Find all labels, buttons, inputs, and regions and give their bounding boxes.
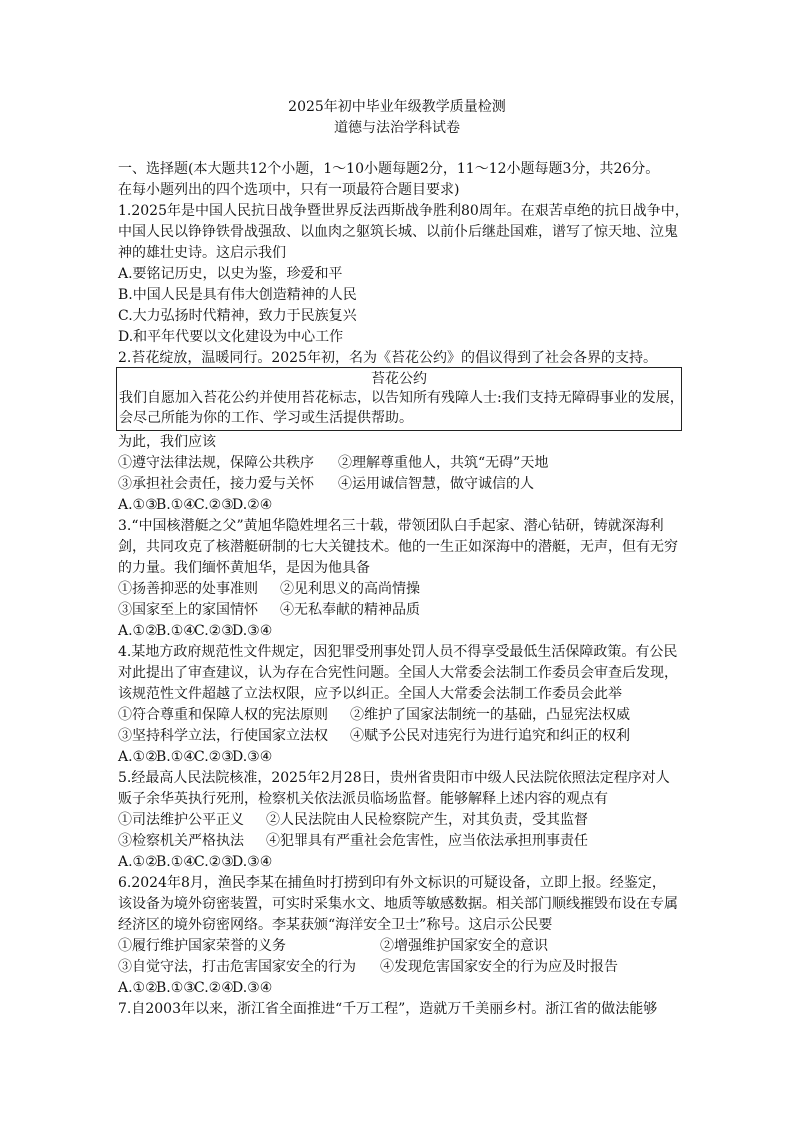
question-4-item-1: ①符合尊重和保障人权的宪法原则 [118,707,328,723]
material-box-text: 会尽己所能为你的工作、学习或生活提供帮助。 [119,410,413,426]
question-1-option-a: A.要铭记历史，以史为鉴，珍爱和平 [118,266,343,282]
question-2-item-2: ②理解尊重他人，共筑“无碍”天地 [338,455,549,471]
question-1-stem: 神的雄壮史诗。这启示我们 [118,245,286,261]
question-1-stem: 中国人民以铮铮铁骨战强敌、以血肉之躯筑长城、以前仆后继赴国难，谱写了惊天地、泣鬼 [118,224,678,240]
exam-subtitle: 道德与法治学科试卷 [334,120,460,136]
answer-choice-a: A.①② [118,749,158,765]
question-7-stem: 7.自2003年以来，浙江省全面推进“千万工程”，造就万千美丽乡村。浙江省的做法能够 [118,1001,658,1017]
question-3-item-2: ②见利思义的高尚情操 [280,581,420,597]
answer-choice-a: A.①② [118,854,158,870]
question-2-item-1: ①遵守法律法规，保障公共秩序 [118,455,314,471]
question-4-answers [118,747,698,767]
question-6-stem: 6.2024年8月，渔民李某在捕鱼时打捞到印有外文标识的可疑设备，立即上报。经鉴定， [118,875,666,891]
question-1-stem: 1.2025年是中国人民抗日战争暨世界反法西斯战争胜利80周年。在艰苦卓绝的抗日战争中， [118,203,689,219]
question-6-item-3: ③自觉守法，打击危害国家安全的行为 [118,959,356,975]
exam-title: 2025年初中毕业年级教学质量检测 [288,99,506,115]
answer-choice-a: A.①② [118,623,158,639]
question-5-stem: 贩子余华英执行死刑，检察机关依法派员临场监督。能够解释上述内容的观点有 [118,791,608,807]
question-6-item-1: ①履行维护国家荣誉的义务 [118,938,286,954]
question-3-item-3: ③国家至上的家国情怀 [118,602,258,618]
question-4-item-3: ③坚持科学立法，行使国家立法权 [118,728,328,744]
question-5-stem: 5.经最高人民法院核准，2025年2月28日，贵州省贵阳市中级人民法院依照法定程序对人 [118,770,670,786]
question-1-option-c: C.大力弘扬时代精神，致力于民族复兴 [118,308,357,324]
answer-choice-b: B.①④ [156,497,196,513]
question-3-items [118,600,698,620]
answer-choice-d: D.③④ [232,623,273,639]
section-instruction: 一、选择题(本大题共12个小题，1～10小题每题2分，11～12小题每题3分，共26分。 [118,161,660,177]
material-box [116,367,682,431]
answer-choice-d: D.③④ [232,749,273,765]
question-4-item-2: ②维护了国家法制统一的基础，凸显宪法权威 [350,707,630,723]
answer-choice-c: C.②③ [194,497,234,513]
question-3-stem: 3.“中国核潜艇之父”黄旭华隐姓埋名三十载，带领团队白手起家、潜心钻研，铸就深海利 [118,518,664,534]
question-4-stem: 4.某地方政府规范性文件规定，因犯罪受刑事处罚人员不得享受最低生活保障政策。有公民 [118,644,678,660]
question-4-stem: 该规范性文件超越了立法权限，应予以纠正。全国人大常委会法制工作委员会此举 [118,686,622,702]
question-6-items [118,957,698,977]
question-5-item-3: ③检察机关严格执法 [118,833,244,849]
answer-choice-d: D.③④ [232,854,273,870]
question-6-item-4: ④发现危害国家安全的行为应及时报告 [380,959,618,975]
question-6-stem: 该设备为境外窃密装置，可实时采集水文、地质等敏感数据。相关部门顺线摧毁布设在专属 [118,896,678,912]
question-3-item-4: ④无私奉献的精神品质 [280,602,420,618]
answer-choice-c: C.②③ [194,749,234,765]
answer-choice-a: A.①③ [118,497,158,513]
question-2-items [118,474,698,494]
section-instruction: 在每小题列出的四个选项中，只有一项最符合题目要求) [118,182,460,198]
question-2-stem: 2.苔花绽放，温暖同行。2025年初，名为《苔花公约》的倡议得到了社会各界的支持。 [118,350,657,366]
question-5-items [118,810,698,830]
answer-choice-d: D.②④ [232,497,273,513]
question-5-answers [118,852,698,872]
question-3-answers [118,621,698,641]
question-3-items [118,579,698,599]
question-6-answers [118,978,698,998]
material-box-text: 我们自愿加入苔花公约并使用苔花标志，以告知所有残障人士:我们支持无障碍事业的发展， [119,390,684,406]
question-6-item-2: ②增强维护国家安全的意识 [380,938,548,954]
answer-choice-b: B.①④ [156,623,196,639]
question-4-items [118,705,698,725]
question-5-items [118,831,698,851]
question-6-items [118,936,698,956]
answer-choice-b: B.①④ [156,854,196,870]
answer-choice-d: D.③④ [232,980,273,996]
question-2-answers [118,495,698,515]
question-4-stem: 对此提出了审查建议，认为存在合宪性问题。全国人大常委会法制工作委员会审查后发现， [118,665,678,681]
answer-choice-c: C.②④ [194,980,234,996]
question-5-item-4: ④犯罪具有严重社会危害性，应当依法承担刑事责任 [266,833,588,849]
answer-choice-a: A.①② [118,980,158,996]
question-2-item-3: ③承担社会责任，接力爱与关怀 [118,476,314,492]
question-3-stem: 的力量。我们缅怀黄旭华，是因为他具备 [118,560,370,576]
answer-choice-c: C.②③ [194,623,234,639]
question-5-item-1: ①司法维护公平正义 [118,812,244,828]
question-4-item-4: ④赋予公民对违宪行为进行追究和纠正的权利 [350,728,630,744]
question-4-items [118,726,698,746]
question-3-item-1: ①扬善抑恶的处事准则 [118,581,258,597]
question-1-option-d: D.和平年代要以文化建设为中心工作 [118,329,344,345]
question-2-prompt: 为此，我们应该 [118,434,216,450]
question-2-items [118,453,698,473]
answer-choice-b: B.①③ [156,980,196,996]
question-5-item-2: ②人民法院由人民检察院产生，对其负责，受其监督 [266,812,588,828]
material-box-title: 苔花公约 [371,371,427,387]
question-6-stem: 经济区的境外窃密网络。李某获颁“海洋安全卫士”称号。这启示公民要 [118,917,553,933]
answer-choice-b: B.①④ [156,749,196,765]
question-1-option-b: B.中国人民是具有伟大创造精神的人民 [118,287,357,303]
question-3-stem: 剑，共同攻克了核潜艇研制的七大关键技术。他的一生正如深海中的潜艇，无声，但有无穷 [118,539,678,555]
answer-choice-c: C.②③ [194,854,234,870]
question-2-item-4: ④运用诚信智慧，做守诚信的人 [338,476,534,492]
